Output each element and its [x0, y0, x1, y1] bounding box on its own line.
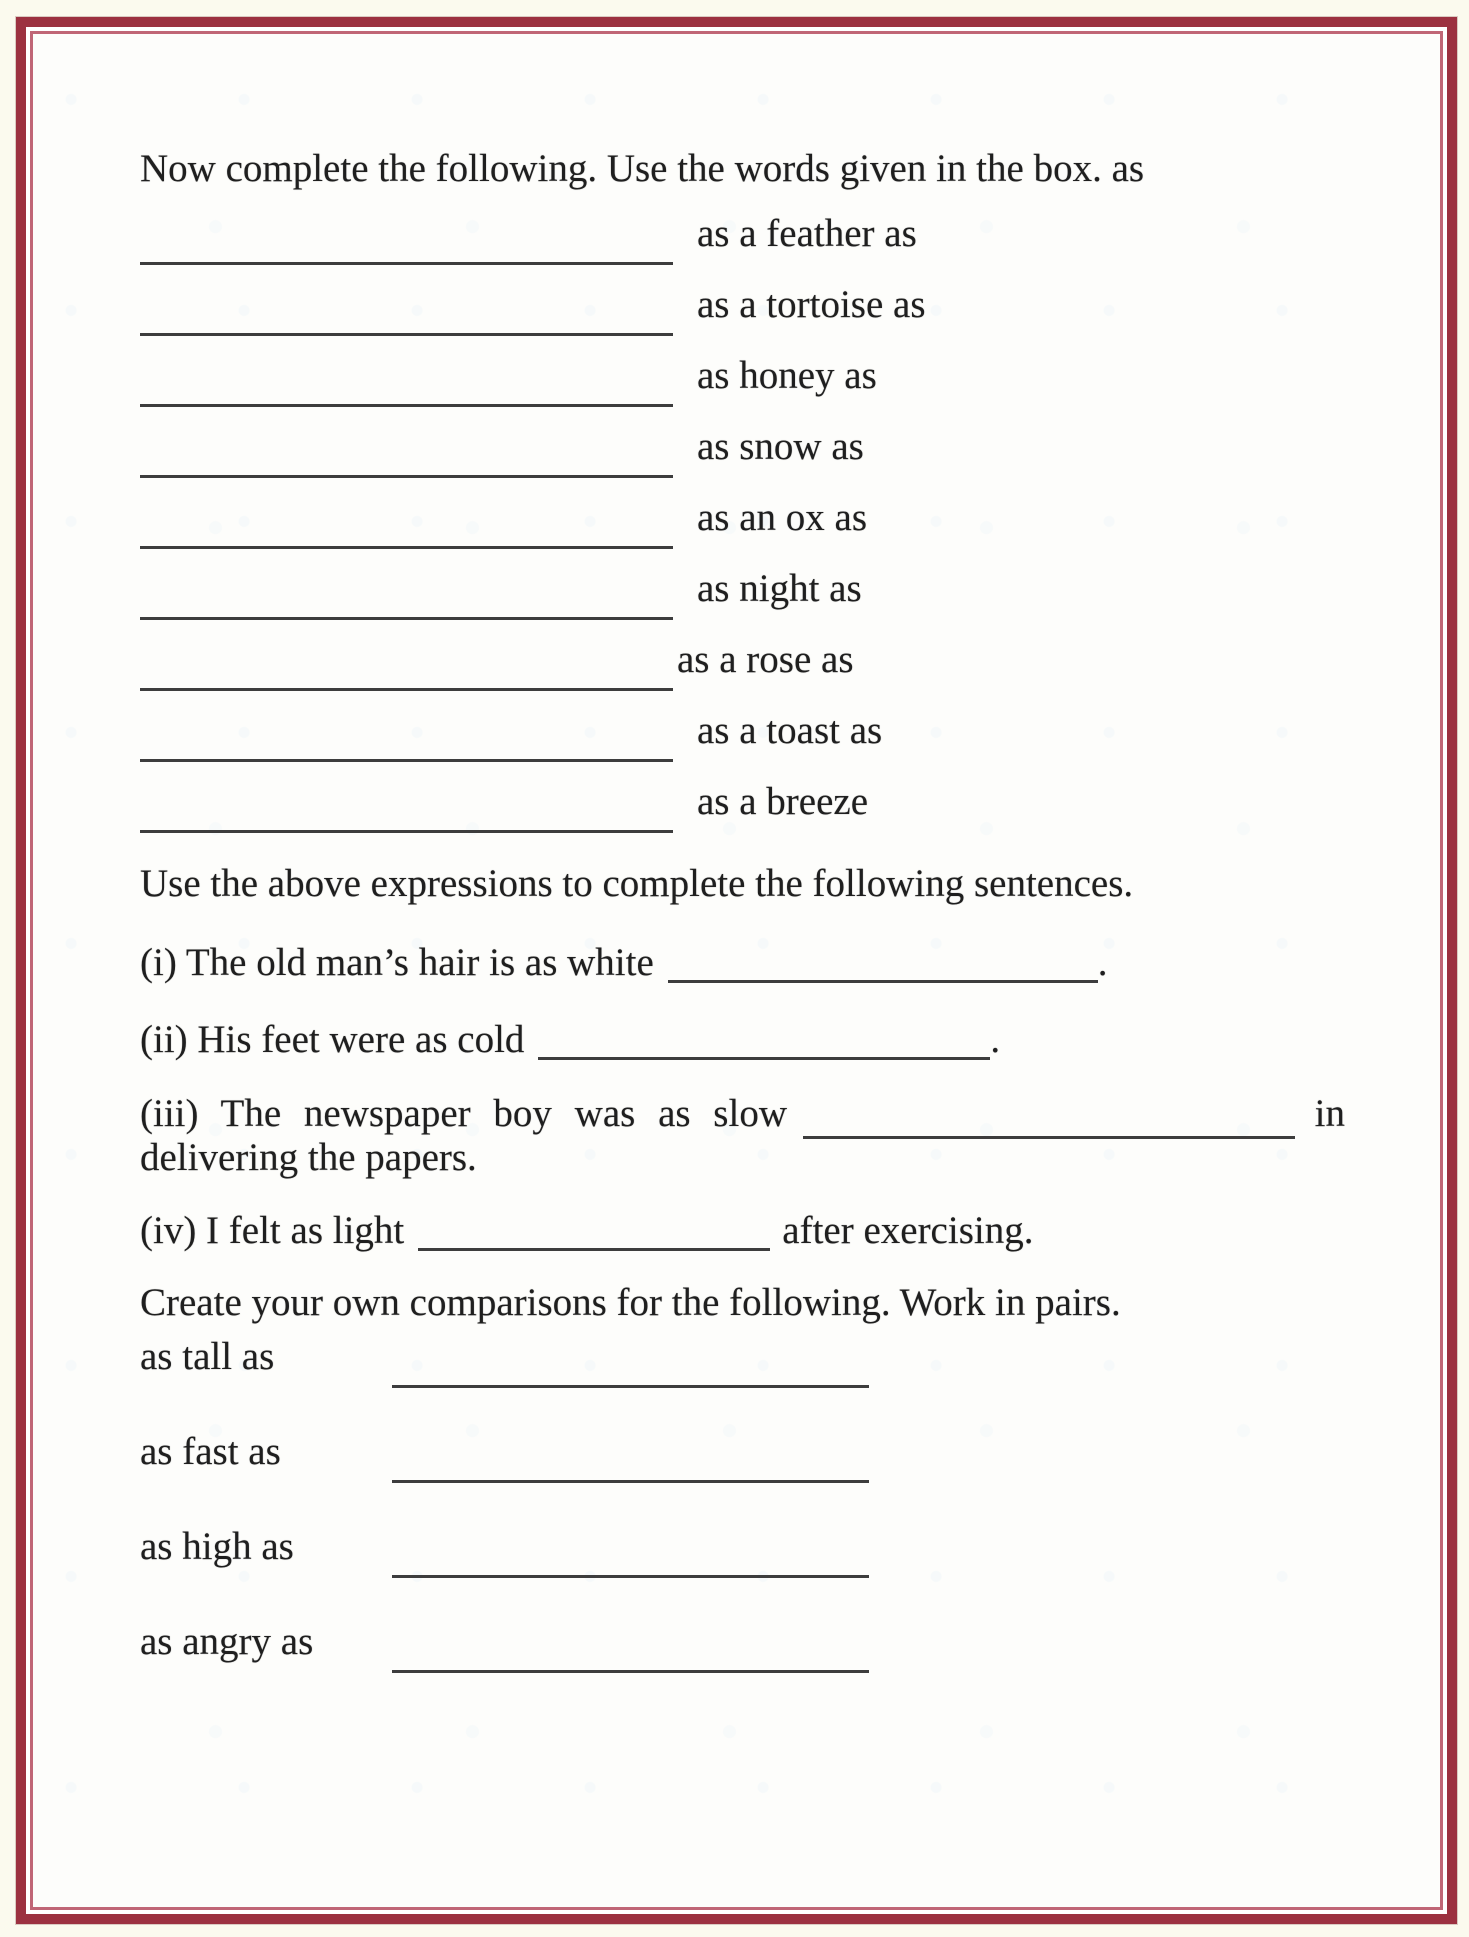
blank-line — [140, 330, 673, 336]
blank-line — [140, 259, 673, 265]
comparison-row — [140, 1483, 1345, 1578]
comparison-row — [140, 1328, 1345, 1388]
blank-line — [140, 472, 673, 478]
blank-line — [392, 1572, 869, 1578]
expression-label: as honey as — [697, 354, 877, 397]
expression-row — [140, 620, 1345, 691]
comparison-label: as angry as — [140, 1620, 314, 1664]
sentence-iii — [140, 1089, 1345, 1139]
blank-line — [668, 945, 1098, 983]
expression-label: as an ox as — [697, 496, 868, 539]
expression-row — [140, 762, 1345, 833]
sentence-iii-continuation: delivering the papers. — [140, 1136, 477, 1180]
expression-row — [140, 549, 1345, 620]
sentence-ii — [140, 1014, 1345, 1065]
blank-line — [538, 1022, 990, 1060]
worksheet-content — [33, 34, 1440, 1907]
expression-row — [140, 691, 1345, 762]
sentence-iii-tail: in — [1314, 1092, 1345, 1136]
sentence-iv — [140, 1205, 1345, 1256]
sentence-ii-tail: . — [990, 1018, 1001, 1062]
expression-label: as snow as — [697, 425, 864, 468]
expression-label: as night as — [697, 567, 862, 610]
expression-label: as a rose as — [677, 638, 854, 681]
comparison-row — [140, 1578, 1345, 1673]
blank-line — [140, 614, 673, 620]
comparison-label: as tall as — [140, 1335, 275, 1379]
blank-line — [392, 1667, 869, 1673]
expression-row — [140, 194, 1345, 265]
blank-line — [392, 1382, 869, 1388]
sentence-i-tail: . — [1097, 941, 1108, 985]
expression-list — [140, 194, 1345, 833]
comparison-row — [140, 1388, 1345, 1483]
comparison-label: as high as — [140, 1525, 294, 1569]
expression-row — [140, 478, 1345, 549]
page-border-outer — [16, 17, 1457, 1924]
blank-line — [140, 543, 673, 549]
use-instruction: Use the above expressions to complete the following sentences. — [140, 862, 1134, 905]
sentence-iii-text: (iii) The newspaper boy was as slow — [140, 1092, 787, 1136]
expression-label: as a breeze — [697, 780, 869, 823]
sentence-ii-text: (ii) His feet were as cold — [140, 1018, 525, 1062]
expression-label: as a tortoise as — [697, 283, 926, 326]
blank-line — [803, 1124, 1295, 1139]
expression-label: as a feather as — [697, 212, 917, 255]
blank-line — [392, 1477, 869, 1483]
expression-row — [140, 336, 1345, 407]
comparison-label: as fast as — [140, 1430, 281, 1474]
expression-row — [140, 265, 1345, 336]
expression-row — [140, 407, 1345, 478]
intro-text: Now complete the following. Use the words given in the box. as — [140, 147, 1145, 190]
blank-line — [140, 685, 673, 691]
comparison-list — [140, 1328, 1345, 1673]
expression-label: as a toast as — [697, 709, 883, 752]
sentence-iv-text: (iv) I felt as light — [140, 1209, 405, 1253]
blank-line — [140, 401, 673, 407]
sentence-i — [140, 937, 1345, 988]
page-border-inner — [30, 31, 1443, 1910]
blank-line — [140, 756, 673, 762]
blank-line — [140, 827, 673, 833]
sentence-iv-tail: after exercising. — [782, 1209, 1034, 1253]
blank-line — [418, 1213, 770, 1251]
create-instruction: Create your own comparisons for the following. Work in pairs. — [140, 1281, 1121, 1325]
sentence-i-text: (i) The old man’s hair is as white — [140, 941, 654, 985]
